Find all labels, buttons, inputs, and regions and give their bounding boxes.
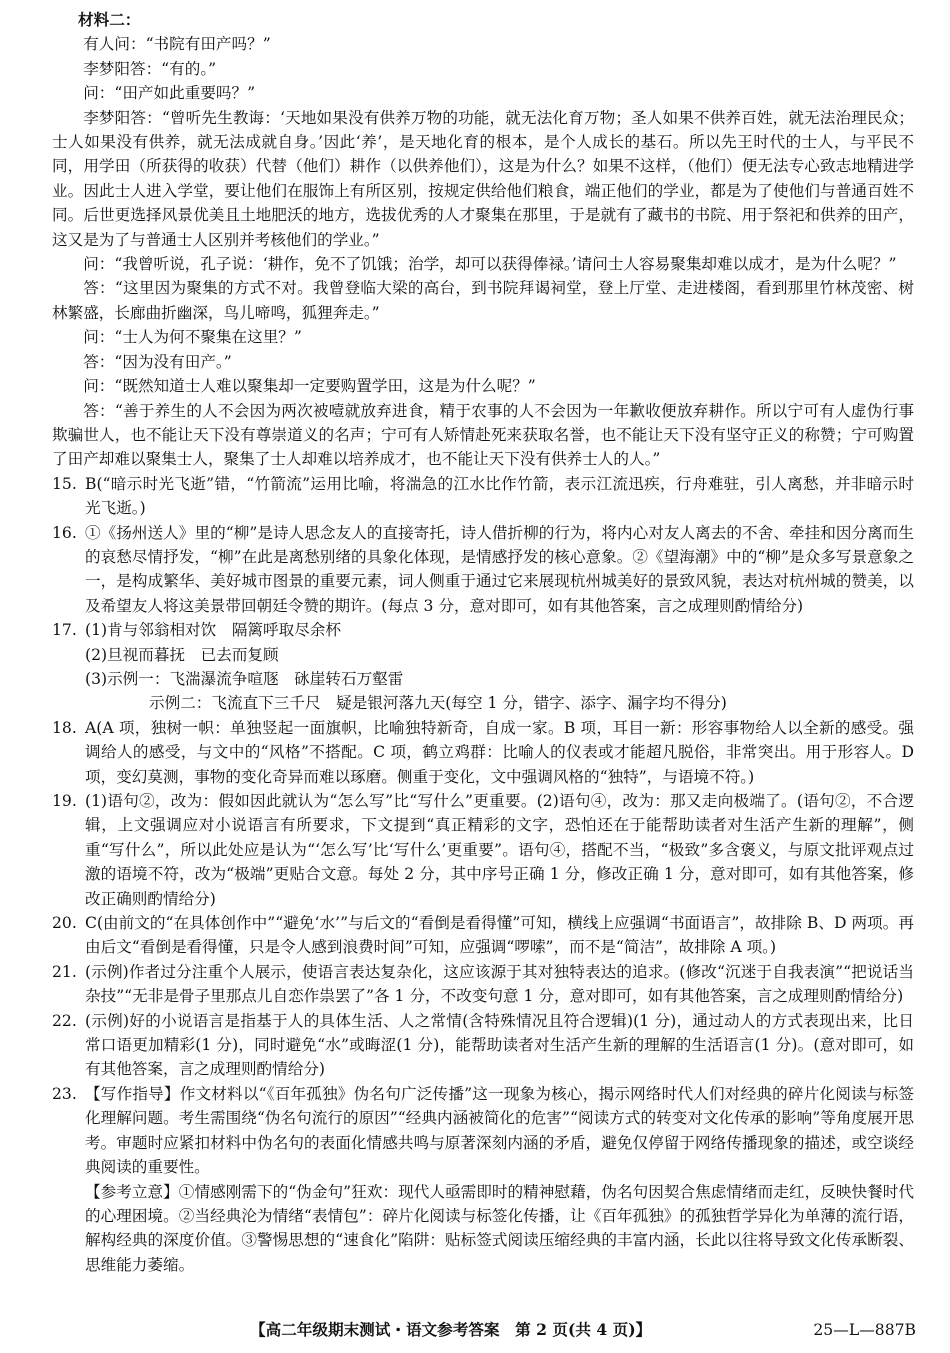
question-number: 16. xyxy=(52,523,77,542)
dialogue-line: 答：“善于养生的人不会因为两次被噎就放弃进食，精于农事的人不会因为一年歉收便放弃耕作。所以宁可有人虚伪行事欺骗世人，也不能让天下没有尊崇道义的名声；宁可有人矫情赴死来获取名誉，也不能让天下没有坚守正义的称赞；宁可购置了田产却难以聚集士人，聚集了士人却难以培养成才，也不能让天下没有供养士人的人。” xyxy=(52,401,914,469)
answer-text: C(由前文的“在具体创作中”“避免‘水’”与后文的“看倒是看得懂”可知，横线上应强调“书面语言”，故排除 B、D 两项。再由后文“看倒是看得懂，只是令人感到浪费时间”可知，应强调“啰嗦”，而不是“简洁”，故排除 A 项。) xyxy=(85,914,914,957)
answer-text: (1)语句②，改为：假如因此就认为“怎么写”比“写什么”更重要。(2)语句④，改为：那又走向极端了。(语句②，不合逻辑，上文强调应对小说语言有所要求，下文提到“真正精彩的文字，恐怕还在于能帮助读者对生活产生新的理解”，侧重“写什么”，所以此处应是认为“‘怎么写’比‘写什么’更重要”。语句④，搭配不当，“极致”多含褒义，与原文批评观点过激的语境不符，改为“极端”更贴合文意。每处 2 分，其中序号正确 1 分，修改正确 1 分，意对即可，如有其他答案，修改正确则酌情给分) xyxy=(85,792,914,908)
question-number: 18. xyxy=(52,718,77,737)
page-footer xyxy=(0,1318,950,1342)
question-number: 15. xyxy=(52,474,77,493)
dialogue-line: 问：“我曾听说，孔子说：‘耕作，免不了饥饿；治学，却可以获得俸禄。’请问士人容易聚集却难以成才，是为什么呢？” xyxy=(83,255,897,274)
dialogue-line: 问：“田产如此重要吗？” xyxy=(83,84,256,103)
question-number: 22. xyxy=(52,1011,77,1030)
footer-title: 【高二年级期末测试・语文参考答案 第 2 页(共 4 页)】 xyxy=(250,1320,652,1339)
question-number: 23. xyxy=(52,1084,77,1103)
answer-18 xyxy=(52,716,914,789)
reference-ideas: 【参考立意】①情感刚需下的“伪金句”狂欢：现代人亟需即时的精神慰藉，伪名句因契合焦虑情绪而走红，反映快餐时代的心理困境。②当经典沦为情绪“表情包”：碎片化阅读与标签化传播，让《百年孤独》的孤独哲学异化为单薄的流行语，解构经典的深度价值。③警惕思想的“速食化”陷阱：贴标签式阅读压缩经典的丰富内涵，长此以往将导致文化传承断裂、思维能力萎缩。 xyxy=(85,1182,914,1274)
answer-19 xyxy=(52,789,914,911)
dialogue-line: 答：“因为没有田产。” xyxy=(83,352,232,371)
answer-15 xyxy=(52,472,914,521)
answer-line: (1)肯与邻翁相对饮 隔篱呼取尽余杯 xyxy=(85,621,341,640)
question-number: 21. xyxy=(52,962,77,981)
answer-23 xyxy=(52,1082,914,1180)
answer-20 xyxy=(52,911,914,960)
answer-line: (3)示例一：飞湍瀑流争喧豗 砯崖转石万壑雷 xyxy=(85,669,404,688)
answer-17 xyxy=(52,618,914,642)
dialogue-line: 答：“这里因为聚集的方式不对。我曾登临大梁的高台，到书院拜谒祠堂，登上厅堂、走进楼阁，看到那里竹林茂密、树林繁盛，长廊曲折幽深，鸟儿啼鸣，狐狸奔走。” xyxy=(52,279,914,322)
footer-code: 25—L—887B xyxy=(813,1321,916,1339)
question-number: 19. xyxy=(52,792,77,810)
dialogue-line: 有人问：“书院有田产吗？” xyxy=(83,35,271,54)
writing-guide: 【写作指导】作文材料以“《百年孤独》伪名句广泛传播”这一现象为核心，揭示网络时代人们对经典的碎片化阅读与标签化理解问题。考生需围绕“伪名句流行的原因”“经典内涵被简化的危害”“阅读方式的转变对文化传承的影响”等角度展开思考。审题时应紧扣材料中伪名句的表面化情感共鸣与原著深刻内涵的矛盾，避免仅停留于网络传播现象的描述，或空谈经典阅读的重要性。 xyxy=(85,1084,914,1177)
material-two-heading: 材料二： xyxy=(78,10,141,29)
answer-21 xyxy=(52,960,914,1009)
answer-22 xyxy=(52,1009,914,1082)
question-number: 17. xyxy=(52,621,77,640)
answer-line: 示例二：飞流直下三千尺 疑是银河落九天(每空 1 分，错字、添字、漏字均不得分) xyxy=(149,694,727,713)
answer-text: ①《扬州送人》里的“柳”是诗人思念友人的直接寄托，诗人借折柳的行为，将内心对友人离去的不舍、牵挂和因分离而生的哀愁尽情抒发，“柳”在此是离愁别绪的具象化体现，是情感抒发的核心意象。②《望海潮》中的“柳”是众多写景意象之一，是构成繁华、美好城市图景的重要元素，词人侧重于通过它来展现杭州城美好的景致风貌，表达对杭州城的赞美，以及希望友人将这美景带回朝廷令赞的期许。(每点 3 分，意对即可，如有其他答案，言之成理则酌情给分) xyxy=(85,523,914,615)
answer-text: (示例)好的小说语言是指基于人的具体生活、人之常情(含特殊情况且符合逻辑)(1 分)，通过动人的方式表现出来，比日常口语更加精彩(1 分)，同时避免“水”或晦涩(1 分)，能帮助读者对生活产生新的理解的生活语言(1 分)。(意对即可，如有其他答案，言之成理则酌情给分) xyxy=(85,1011,914,1079)
question-number: 20. xyxy=(52,914,77,933)
answer-text: A(A 项，独树一帜：单独竖起一面旗帜，比喻独特新奇，自成一家。B 项，耳目一新：形容事物给人以全新的感受。强调给人的感受，与文中的“风格”不搭配。C 项，鹤立鸡群：比喻人的仪表或才能超凡脱俗，非常突出。用于形容人。D 项，变幻莫测，事物的变化奇异而难以琢磨。侧重于变化，文中强调风格的“独特”，与语境不符。) xyxy=(85,718,914,786)
dialogue-line: 问：“士人为何不聚集在这里？” xyxy=(83,328,302,347)
answer-text: B(“暗示时光飞逝”错，“竹箭流”运用比喻，将湍急的江水比作竹箭，表示江流迅疾，行舟难驻，引人离愁，并非暗示时光飞逝。) xyxy=(85,474,914,518)
dialogue-line: 问：“既然知道士人难以聚集却一定要购置学田，这是为什么呢？” xyxy=(83,377,536,396)
dialogue-line: 李梦阳答：“曾听先生教诲：‘天地如果没有供养万物的功能，就无法化育万物；圣人如果不供养百姓，就无法治理民众；士人如果没有供养，就无法成就自身。’因此‘养’，是天地化育的根本，是个人成长的基石。所以先王时代的士人，与平民不同，用学田（所获得的收获）代替（他们）耕作（以供养他们），这是为什么？如果不这样，（他们）便无法专心致志地精进学业。因此士人进入学堂，要让他们在服饰上有所区别，按规定供给他们粮食，端正他们的学业，都是为了使他们与普通百姓不同。后世更选择风景优美且土地肥沃的地方，选拔优秀的人才聚集在那里，于是就有了藏书的书院、用于祭祀和供养的田产，这又是为了与普通士人区别并考核他们的学业。” xyxy=(52,108,914,249)
page-content xyxy=(52,8,914,1277)
answer-16 xyxy=(52,521,914,619)
answer-line: (2)旦视而暮抚 已去而复顾 xyxy=(85,645,279,664)
answer-text: (示例)作者过分注重个人展示，使语言表达复杂化，这应该源于其对独特表达的追求。(修改“沉迷于自我表演”“把说话当杂技”“无非是骨子里那点儿自恋作祟罢了”各 1 分，不改变句意 1 分，意对即可，如有其他答案，言之成理则酌情给分) xyxy=(85,962,914,1006)
dialogue-line: 李梦阳答：“有的。” xyxy=(83,59,217,78)
